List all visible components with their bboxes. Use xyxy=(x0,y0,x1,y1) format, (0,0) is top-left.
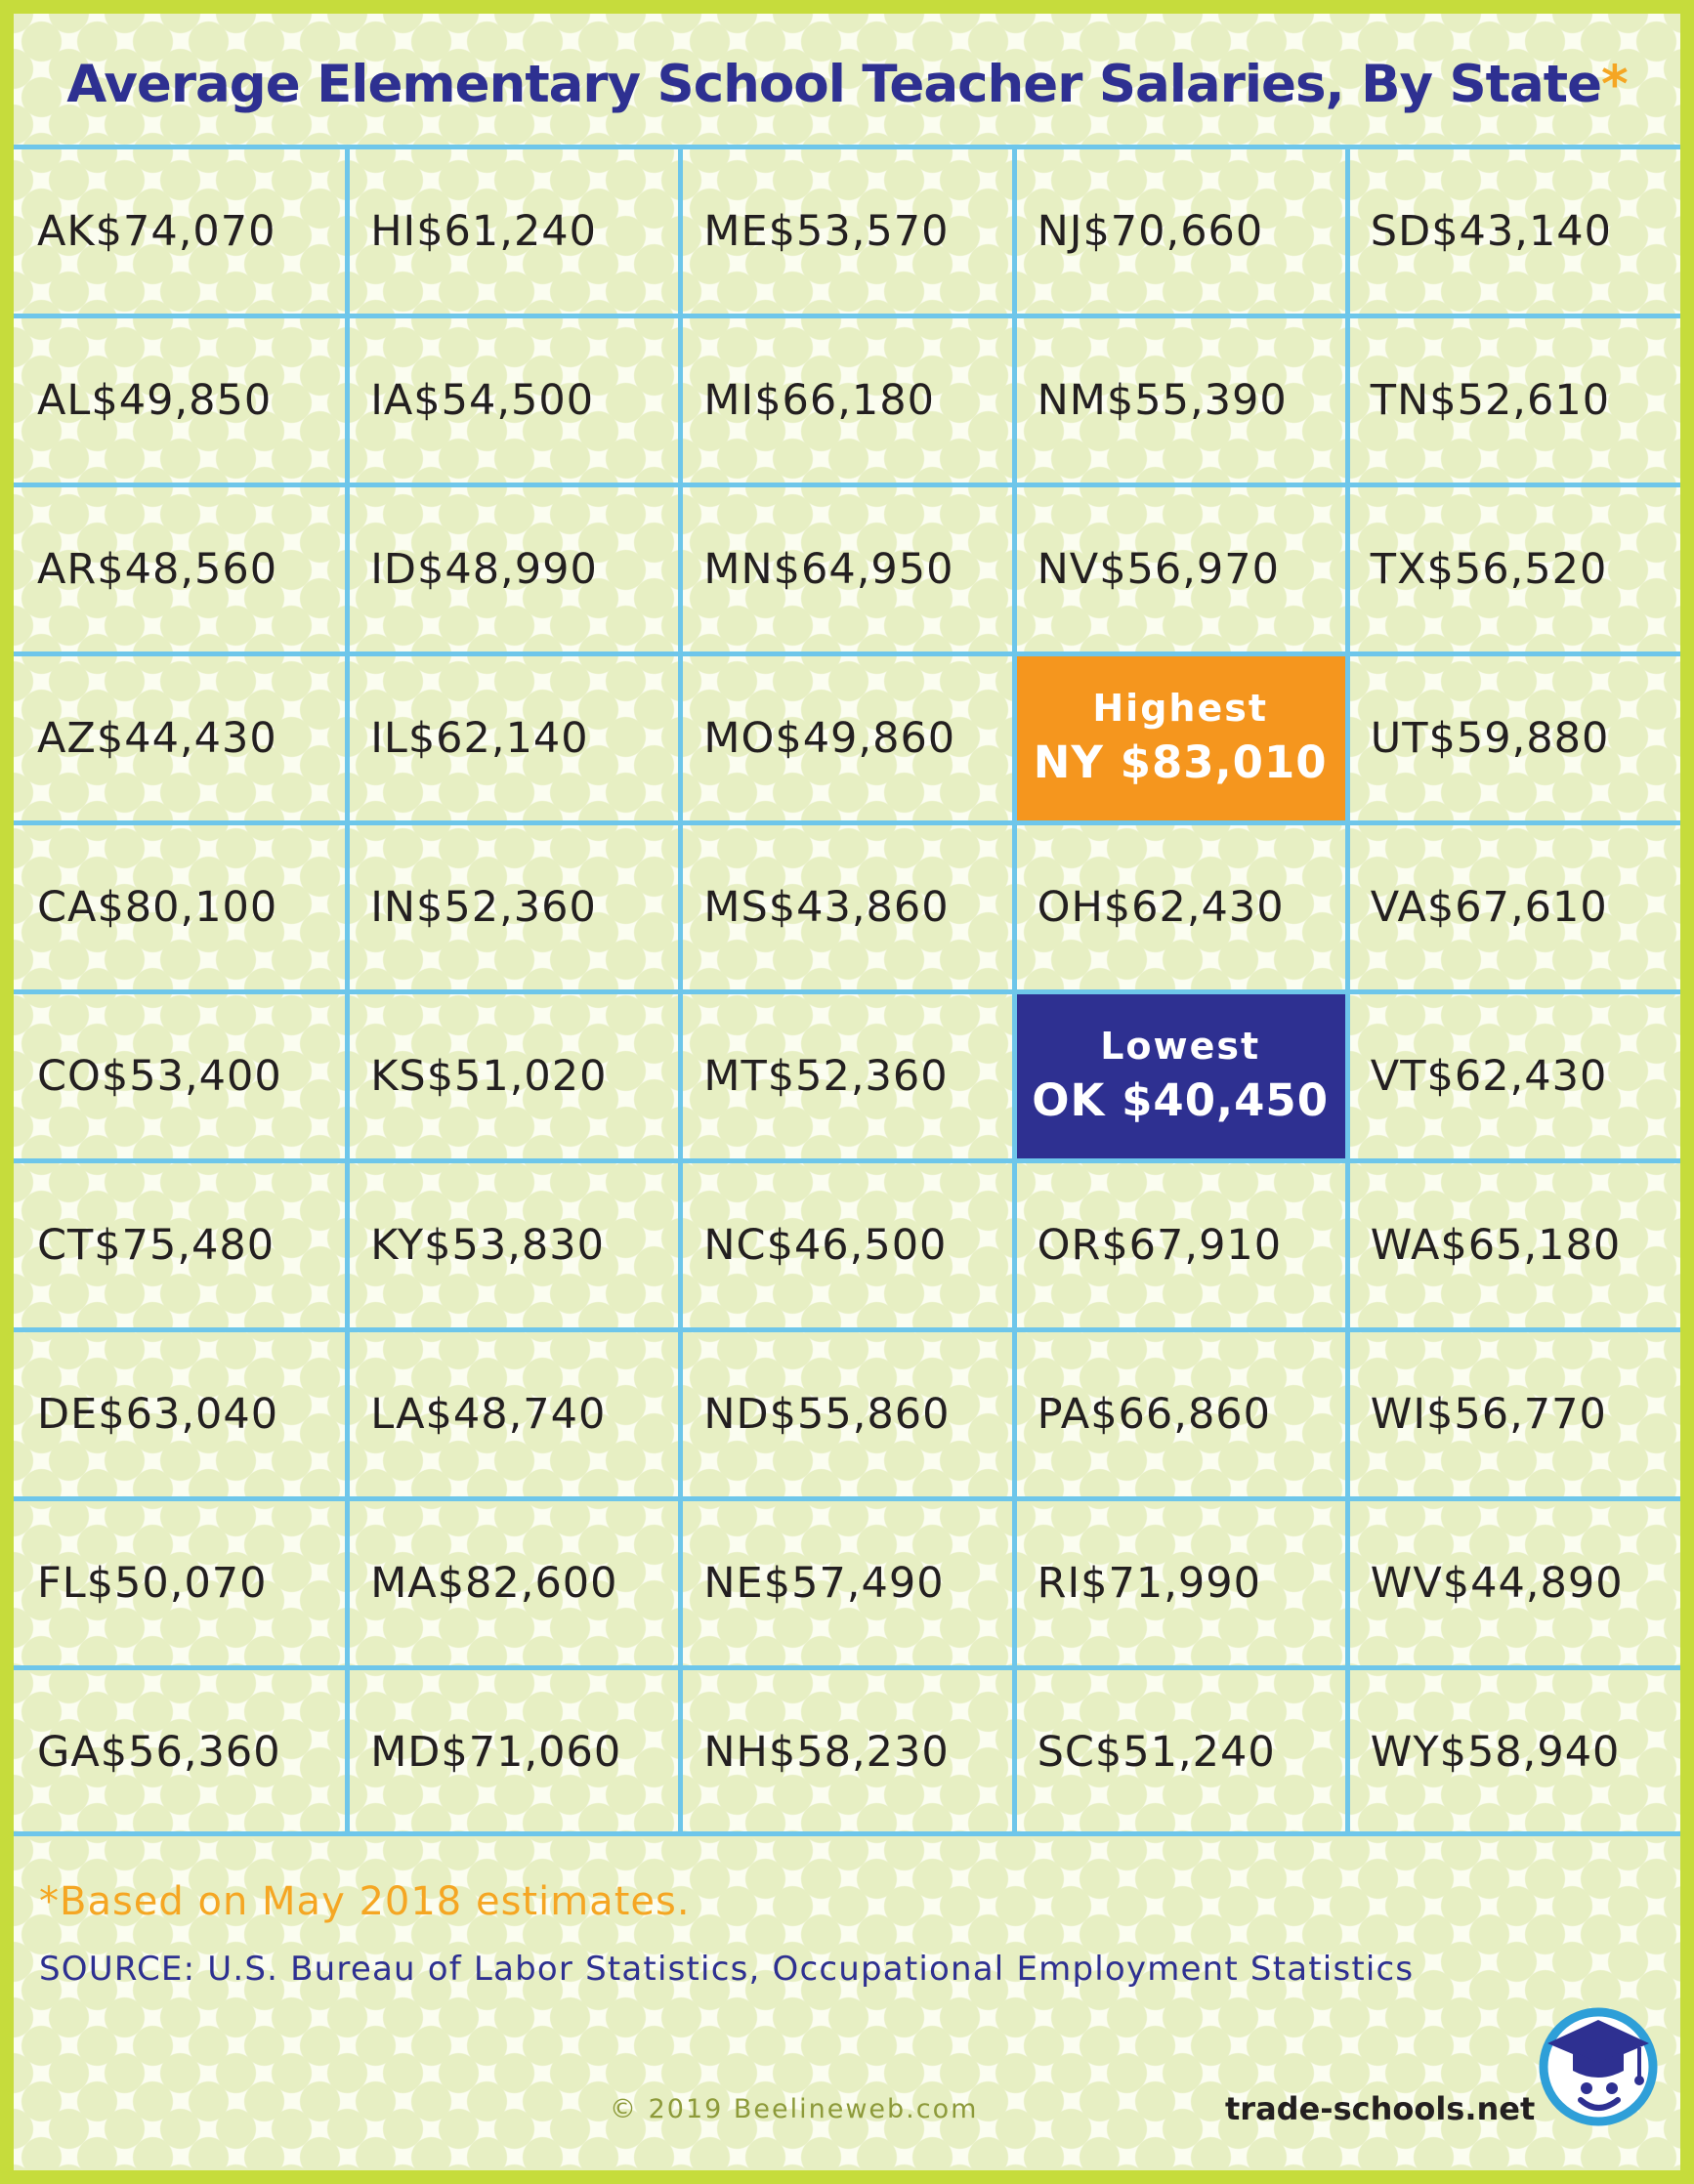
salary-value: $55,390 xyxy=(1106,375,1288,425)
grid-line-horizontal xyxy=(14,1158,1680,1163)
chart-title xyxy=(14,55,1680,114)
salary-value: $75,480 xyxy=(94,1220,275,1270)
salary-value: $59,880 xyxy=(1428,713,1610,763)
title-text: Average Elementary School Teacher Salaries, By State xyxy=(66,55,1602,114)
salary-value: $56,770 xyxy=(1426,1389,1607,1439)
state-code: IL xyxy=(370,713,408,763)
salary-value: $82,600 xyxy=(437,1558,618,1608)
salary-value: $57,490 xyxy=(763,1558,945,1608)
salary-value: $58,230 xyxy=(768,1727,950,1777)
salary-cell-nh xyxy=(680,1667,1013,1836)
grid-line-horizontal xyxy=(14,145,1680,149)
salary-value: $66,860 xyxy=(1090,1389,1272,1439)
state-code: MO xyxy=(703,713,776,763)
salary-value: $52,360 xyxy=(767,1051,949,1101)
graduation-cap-smiley-icon xyxy=(1530,1993,1667,2129)
salary-cell-hi xyxy=(347,147,680,315)
salary-cell-or xyxy=(1014,1160,1347,1329)
highlight-value xyxy=(1032,1071,1329,1131)
grid-line-horizontal xyxy=(14,1327,1680,1332)
grid-line-vertical xyxy=(345,147,350,1836)
grid-line-horizontal xyxy=(14,1496,1680,1501)
state-code: FL xyxy=(37,1558,87,1608)
state-code: NH xyxy=(703,1727,769,1777)
state-code: ME xyxy=(703,206,769,256)
salary-value: $83,010 xyxy=(1120,735,1328,788)
salary-value: $44,430 xyxy=(96,713,277,763)
state-code: GA xyxy=(37,1727,101,1777)
state-code: ID xyxy=(370,544,417,594)
salary-cell-sc xyxy=(1014,1667,1347,1836)
state-code: SD xyxy=(1370,206,1432,256)
salary-cell-va xyxy=(1347,822,1680,991)
source-note: SOURCE: U.S. Bureau of Labor Statistics, Occupational Employment Statistics xyxy=(39,1950,1415,1989)
state-code: OH xyxy=(1037,882,1104,932)
salary-cell-ut xyxy=(1347,653,1680,822)
state-code: CA xyxy=(37,882,98,932)
salary-value: $71,060 xyxy=(441,1727,622,1777)
salary-cell-tn xyxy=(1347,315,1680,484)
salary-value: $58,940 xyxy=(1439,1727,1621,1777)
salary-cell-co xyxy=(14,991,347,1160)
salary-value: $64,950 xyxy=(773,544,954,594)
salary-value: $63,040 xyxy=(98,1389,279,1439)
state-code: NJ xyxy=(1037,206,1083,256)
state-code: WY xyxy=(1370,1727,1440,1777)
state-code: MT xyxy=(703,1051,768,1101)
state-code: NC xyxy=(703,1220,767,1270)
salary-value: $71,990 xyxy=(1080,1558,1261,1608)
state-code: AZ xyxy=(37,713,97,763)
state-code: AK xyxy=(37,206,96,256)
salary-cell-ks xyxy=(347,991,680,1160)
state-code: MA xyxy=(370,1558,438,1608)
salary-value: $55,860 xyxy=(769,1389,951,1439)
salary-value: $48,990 xyxy=(416,544,598,594)
state-code: SC xyxy=(1037,1727,1095,1777)
state-code: MN xyxy=(703,544,774,594)
state-code: NM xyxy=(1037,375,1107,425)
state-code: HI xyxy=(370,206,417,256)
salary-value: $66,180 xyxy=(754,375,936,425)
salary-cell-ok xyxy=(1014,991,1347,1160)
salary-cell-ri xyxy=(1014,1498,1347,1667)
salary-cell-la xyxy=(347,1329,680,1498)
state-code: PA xyxy=(1037,1389,1091,1439)
grid-line-horizontal xyxy=(14,1831,1680,1836)
state-code: KY xyxy=(370,1220,425,1270)
salary-grid xyxy=(14,147,1680,1836)
salary-value: $44,890 xyxy=(1442,1558,1624,1608)
salary-cell-me xyxy=(680,147,1013,315)
salary-cell-al xyxy=(14,315,347,484)
salary-value: $49,860 xyxy=(775,713,956,763)
state-code: MD xyxy=(370,1727,442,1777)
highlight-label: Lowest xyxy=(1100,1024,1261,1068)
salary-value: $46,500 xyxy=(766,1220,948,1270)
salary-cell-ga xyxy=(14,1667,347,1836)
state-code: WI xyxy=(1370,1389,1426,1439)
grid-line-horizontal xyxy=(14,651,1680,656)
state-code: WA xyxy=(1370,1220,1441,1270)
salary-cell-mt xyxy=(680,991,1013,1160)
state-code: TN xyxy=(1370,375,1430,425)
state-code: ND xyxy=(703,1389,770,1439)
salary-cell-in xyxy=(347,822,680,991)
salary-value: $53,830 xyxy=(424,1220,605,1270)
salary-value: $52,360 xyxy=(416,882,597,932)
state-code: AR xyxy=(37,544,98,594)
grid-line-vertical xyxy=(678,147,683,1836)
salary-cell-fl xyxy=(14,1498,347,1667)
salary-value: $65,180 xyxy=(1440,1220,1622,1270)
salary-cell-ak xyxy=(14,147,347,315)
grid-line-vertical xyxy=(1345,147,1350,1836)
salary-value: $56,520 xyxy=(1426,544,1608,594)
salary-value: $43,860 xyxy=(768,882,950,932)
salary-value: $70,660 xyxy=(1082,206,1264,256)
state-code: NY xyxy=(1033,735,1104,788)
state-code: NE xyxy=(703,1558,764,1608)
state-code: AL xyxy=(37,375,92,425)
salary-value: $53,570 xyxy=(768,206,950,256)
salary-cell-mi xyxy=(680,315,1013,484)
salary-value: $80,100 xyxy=(97,882,278,932)
salary-cell-ar xyxy=(14,484,347,653)
salary-value: $62,430 xyxy=(1426,1051,1608,1101)
state-code: WV xyxy=(1370,1558,1443,1608)
salary-cell-ma xyxy=(347,1498,680,1667)
grid-line-vertical xyxy=(1012,147,1017,1836)
state-code: MI xyxy=(703,375,755,425)
state-code: DE xyxy=(37,1389,99,1439)
state-code: OR xyxy=(1037,1220,1102,1270)
salary-cell-wv xyxy=(1347,1498,1680,1667)
salary-cell-az xyxy=(14,653,347,822)
brand-name[interactable]: trade-schools.net xyxy=(1225,2090,1536,2127)
footnote: *Based on May 2018 estimates. xyxy=(39,1879,691,1924)
salary-cell-md xyxy=(347,1667,680,1836)
salary-cell-tx xyxy=(1347,484,1680,653)
salary-value: $54,500 xyxy=(413,375,595,425)
salary-value: $50,070 xyxy=(86,1558,268,1608)
state-code: UT xyxy=(1370,713,1429,763)
state-code: MS xyxy=(703,882,769,932)
salary-cell-ne xyxy=(680,1498,1013,1667)
salary-cell-ms xyxy=(680,822,1013,991)
grid-line-horizontal xyxy=(14,820,1680,825)
salary-cell-nm xyxy=(1014,315,1347,484)
salary-cell-sd xyxy=(1347,147,1680,315)
salary-value: $56,970 xyxy=(1099,544,1281,594)
salary-value: $74,070 xyxy=(95,206,276,256)
salary-value: $40,450 xyxy=(1122,1073,1330,1126)
salary-cell-wi xyxy=(1347,1329,1680,1498)
salary-cell-nv xyxy=(1014,484,1347,653)
salary-cell-nj xyxy=(1014,147,1347,315)
salary-value: $49,850 xyxy=(91,375,273,425)
state-code: VA xyxy=(1370,882,1427,932)
salary-value: $52,610 xyxy=(1429,375,1611,425)
salary-cell-de xyxy=(14,1329,347,1498)
state-code: IA xyxy=(370,375,414,425)
state-code: CT xyxy=(37,1220,95,1270)
salary-cell-il xyxy=(347,653,680,822)
state-code: VT xyxy=(1370,1051,1427,1101)
salary-cell-ny xyxy=(1014,653,1347,822)
state-code: KS xyxy=(370,1051,427,1101)
salary-value: $51,020 xyxy=(426,1051,608,1101)
state-code: CO xyxy=(37,1051,102,1101)
salary-value: $51,240 xyxy=(1094,1727,1276,1777)
salary-value: $62,140 xyxy=(407,713,589,763)
grid-line-horizontal xyxy=(14,483,1680,487)
highlight-label: Highest xyxy=(1092,686,1268,730)
salary-value: $56,360 xyxy=(100,1727,281,1777)
salary-cell-ct xyxy=(14,1160,347,1329)
grid-line-horizontal xyxy=(14,314,1680,318)
salary-cell-ca xyxy=(14,822,347,991)
salary-value: $48,740 xyxy=(425,1389,607,1439)
state-code: LA xyxy=(370,1389,426,1439)
salary-cell-nd xyxy=(680,1329,1013,1498)
salary-cell-mo xyxy=(680,653,1013,822)
salary-cell-mn xyxy=(680,484,1013,653)
grid-line-horizontal xyxy=(14,1665,1680,1670)
state-code: NV xyxy=(1037,544,1100,594)
state-code: RI xyxy=(1037,1558,1081,1608)
salary-value: $67,610 xyxy=(1426,882,1608,932)
salary-value: $62,430 xyxy=(1103,882,1285,932)
salary-cell-ia xyxy=(347,315,680,484)
salary-cell-nc xyxy=(680,1160,1013,1329)
salary-cell-pa xyxy=(1014,1329,1347,1498)
grid-line-horizontal xyxy=(14,989,1680,994)
salary-cell-wy xyxy=(1347,1667,1680,1836)
salary-value: $61,240 xyxy=(416,206,598,256)
title-asterisk: * xyxy=(1601,55,1628,114)
state-code: OK xyxy=(1032,1073,1106,1126)
salary-cell-vt xyxy=(1347,991,1680,1160)
state-code: IN xyxy=(370,882,417,932)
salary-value: $48,560 xyxy=(97,544,278,594)
salary-value: $43,140 xyxy=(1431,206,1613,256)
salary-cell-wa xyxy=(1347,1160,1680,1329)
salary-cell-ky xyxy=(347,1160,680,1329)
state-code: TX xyxy=(1370,544,1427,594)
salary-cell-oh xyxy=(1014,822,1347,991)
salary-value: $67,910 xyxy=(1101,1220,1283,1270)
highlight-value xyxy=(1034,733,1328,793)
copyright: © 2019 Beelineweb.com xyxy=(610,2094,979,2124)
salary-cell-id xyxy=(347,484,680,653)
salary-value: $53,400 xyxy=(101,1051,282,1101)
